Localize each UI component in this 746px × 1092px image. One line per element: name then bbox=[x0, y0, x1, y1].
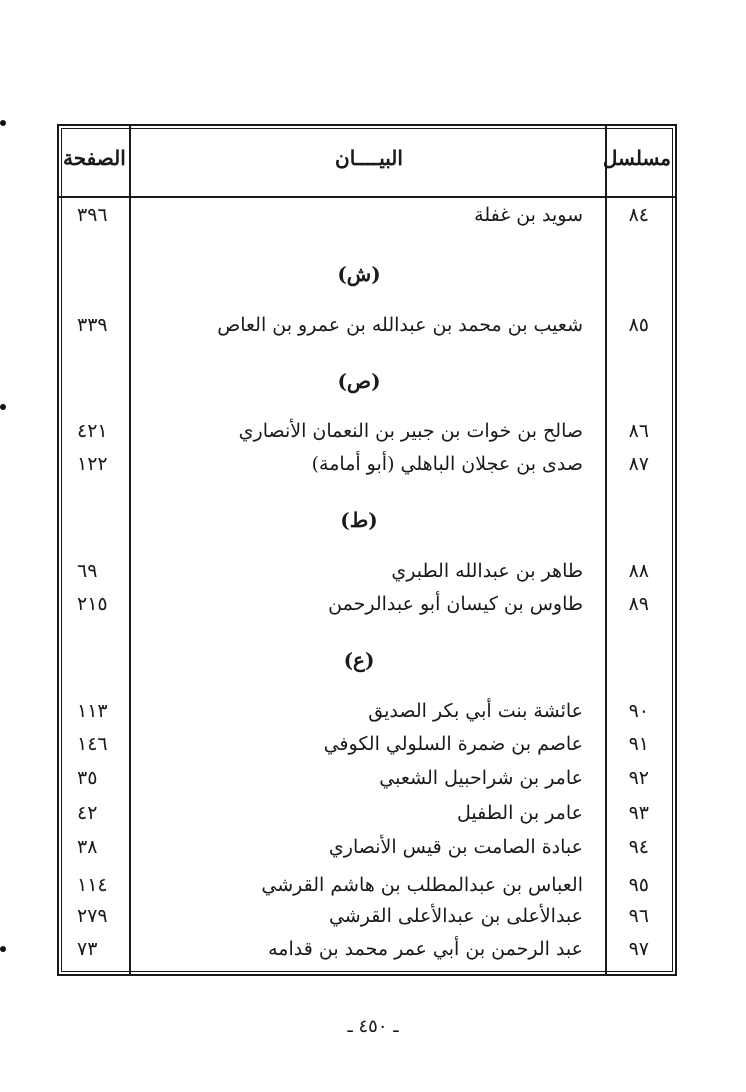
header-page: الصفحة bbox=[63, 146, 126, 170]
table-row bbox=[59, 800, 675, 830]
margin-mark bbox=[0, 946, 6, 952]
table-row bbox=[59, 591, 675, 621]
row-serial: ٩٣ bbox=[628, 802, 649, 824]
margin-mark bbox=[0, 120, 6, 126]
row-serial: ٩٠ bbox=[628, 700, 649, 722]
row-name: عائشة بنت أبي بكر الصديق bbox=[368, 700, 583, 722]
page-number: ـ ٤٥٠ ـ bbox=[347, 1016, 399, 1037]
row-serial: ٨٥ bbox=[628, 314, 649, 336]
table-row bbox=[59, 834, 675, 864]
section-heading: (ع) bbox=[343, 648, 375, 672]
row-name: طاوس بن كيسان أبو عبدالرحمن bbox=[328, 593, 583, 615]
row-name: عبدالأعلى بن عبدالأعلى القرشي bbox=[328, 905, 583, 927]
row-name: عاصم بن ضمرة السلولي الكوفي bbox=[323, 733, 583, 755]
row-name: عامر بن الطفيل bbox=[456, 802, 583, 824]
row-page: ١٢٢ bbox=[77, 453, 108, 475]
row-name: طاهر بن عبدالله الطبري bbox=[391, 560, 583, 582]
section-heading: (ش) bbox=[337, 262, 381, 286]
row-page: ٧٣ bbox=[77, 938, 98, 960]
row-page: ١١٤ bbox=[77, 874, 108, 896]
row-serial: ٩٤ bbox=[628, 836, 649, 858]
table-row bbox=[59, 558, 675, 588]
index-table bbox=[57, 124, 677, 976]
table-row bbox=[59, 936, 675, 966]
row-name: عبادة الصامت بن قيس الأنصاري bbox=[328, 836, 583, 858]
row-serial: ٩١ bbox=[628, 733, 649, 755]
table-row bbox=[59, 731, 675, 761]
row-page: ٤٢١ bbox=[77, 420, 108, 442]
row-serial: ٩٢ bbox=[628, 767, 649, 789]
row-page: ١١٣ bbox=[77, 700, 108, 722]
row-page: ٢٧٩ bbox=[77, 905, 108, 927]
section-heading: (ط) bbox=[340, 508, 378, 532]
header-serial: مسلسل bbox=[602, 146, 671, 170]
row-serial: ٨٤ bbox=[628, 204, 649, 226]
row-page: ١٤٦ bbox=[77, 733, 108, 755]
row-page: ٣٨ bbox=[77, 836, 98, 858]
row-page: ٣٥ bbox=[77, 767, 98, 789]
row-page: ٣٣٩ bbox=[77, 314, 108, 336]
row-name: عبد الرحمن بن أبي عمر محمد بن قدامه bbox=[268, 938, 583, 960]
table-row bbox=[59, 765, 675, 795]
row-page: ٣٩٦ bbox=[77, 204, 108, 226]
row-serial: ٨٦ bbox=[628, 420, 649, 442]
row-name: صدى بن عجلان الباهلي (أبو أمامة) bbox=[311, 453, 583, 475]
row-name: العباس بن عبدالمطلب بن هاشم القرشي bbox=[261, 874, 583, 896]
table-row bbox=[59, 418, 675, 448]
row-page: ٢١٥ bbox=[77, 593, 108, 615]
row-serial: ٨٩ bbox=[628, 593, 649, 615]
row-name: صالح بن خوات بن جبير بن النعمان الأنصاري bbox=[238, 420, 583, 442]
row-serial: ٨٧ bbox=[628, 453, 649, 475]
row-serial: ٩٦ bbox=[628, 905, 649, 927]
row-serial: ٨٨ bbox=[628, 560, 649, 582]
table-row bbox=[59, 451, 675, 481]
row-name: شعيب بن محمد بن عبدالله بن عمرو بن العاص bbox=[217, 314, 583, 336]
table-row bbox=[59, 312, 675, 342]
table-row bbox=[59, 872, 675, 902]
row-page: ٦٩ bbox=[77, 560, 98, 582]
row-serial: ٩٥ bbox=[628, 874, 649, 896]
header-divider bbox=[59, 196, 675, 198]
table-row bbox=[59, 698, 675, 728]
row-page: ٤٢ bbox=[77, 802, 98, 824]
row-serial: ٩٧ bbox=[628, 938, 649, 960]
margin-mark bbox=[0, 404, 6, 410]
table-row bbox=[59, 903, 675, 933]
header-description: البيــــان bbox=[335, 146, 403, 170]
row-name: عامر بن شراحبيل الشعبي bbox=[379, 767, 583, 789]
section-heading: (ص) bbox=[337, 369, 381, 393]
row-name: سويد بن غفلة bbox=[474, 204, 583, 226]
table-row bbox=[59, 202, 675, 232]
